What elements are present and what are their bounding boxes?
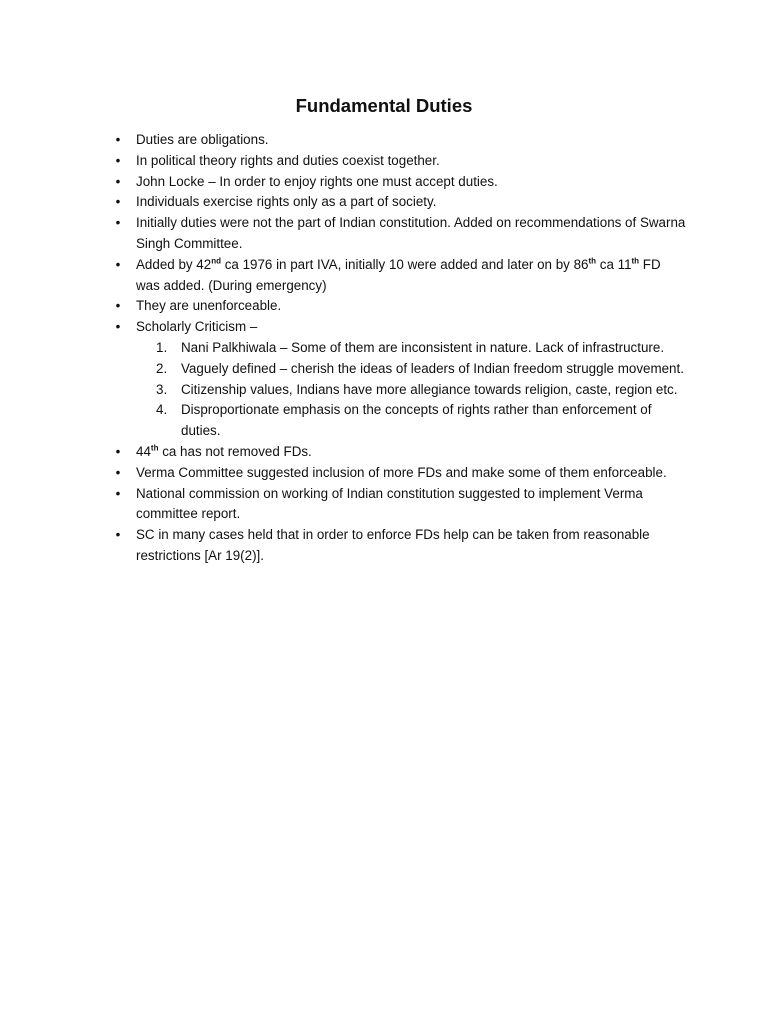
list-item [108,192,688,213]
bullet-text: Initially duties were not the part of Indian constitution. Added on recommendations of Swarna Singh Committee. [136,215,686,251]
item-number: 1. [156,339,168,355]
bullet-text: John Locke – In order to enjoy rights one must accept duties. [136,173,498,189]
bullet-text: Verma Committee suggested inclusion of more FDs and make some of them enforceable. [136,464,667,480]
numbered-item-text: Citizenship values, Indians have more allegiance towards religion, caste, region etc. [181,381,678,397]
list-item [108,213,688,255]
numbered-item [156,380,688,401]
numbered-item-text: Nani Palkhiwala – Some of them are inconsistent in nature. Lack of infrastructure. [181,339,665,355]
bullet-text: Scholarly Criticism – [136,319,258,335]
list-item [108,525,688,567]
list-item [108,255,688,297]
bullet-icon: • [115,319,121,335]
bullet-icon: • [115,132,121,147]
bullet-icon: • [115,215,121,231]
bullet-text: SC in many cases held that in order to enforce FDs help can be taken from reasonable restrictions [Ar 19(2)]. [136,527,650,563]
list-item [108,172,688,193]
list-item [108,296,688,317]
numbered-item [156,400,688,442]
list-item [108,484,688,526]
numbered-item [156,338,688,359]
bullet-icon: • [115,152,121,168]
numbered-item-text: Vaguely defined – cherish the ideas of leaders of Indian freedom struggle movement. [181,360,684,376]
superscript: th [588,256,597,266]
bullet-text: In political theory rights and duties coexist together. [136,152,440,168]
bullet-icon: • [115,173,121,189]
list-item [108,317,688,442]
bullet-icon: • [115,194,121,210]
bullet-icon: • [115,527,121,543]
numbered-item-text: Disproportionate emphasis on the concepts of rights rather than enforcement of duties. [181,402,652,439]
numbered-item [156,359,688,380]
item-number: 3. [156,381,168,397]
bullet-icon: • [115,443,121,459]
bullet-icon: • [115,298,121,314]
bullet-text: They are unenforceable. [136,298,282,314]
bullet-icon: • [115,256,121,272]
superscript: th [631,256,640,266]
list-item [108,463,688,484]
bullet-text: 44th ca has not removed FDs. [136,443,312,459]
duties-bullet-list [108,130,688,567]
bullet-text: Added by 42nd ca 1976 in part IVA, initially 10 were added and later on by 86th ca 11th FD was added. (During emergency) [136,256,661,293]
superscript: nd [211,256,221,266]
list-item [108,151,688,172]
bullet-text: Duties are obligations. [136,132,269,147]
superscript: th [150,443,159,453]
bullet-text: Individuals exercise rights only as a part of society. [136,194,437,210]
list-item [108,130,688,151]
page-title: Fundamental Duties [295,95,473,116]
item-number: 4. [156,402,168,418]
bullet-icon: • [115,464,121,480]
bullet-text: National commission on working of Indian constitution suggested to implement Verma committee report. [136,485,643,522]
list-item [108,442,688,463]
item-number: 2. [156,360,168,376]
criticism-numbered-list [156,338,688,442]
bullet-icon: • [115,485,121,501]
